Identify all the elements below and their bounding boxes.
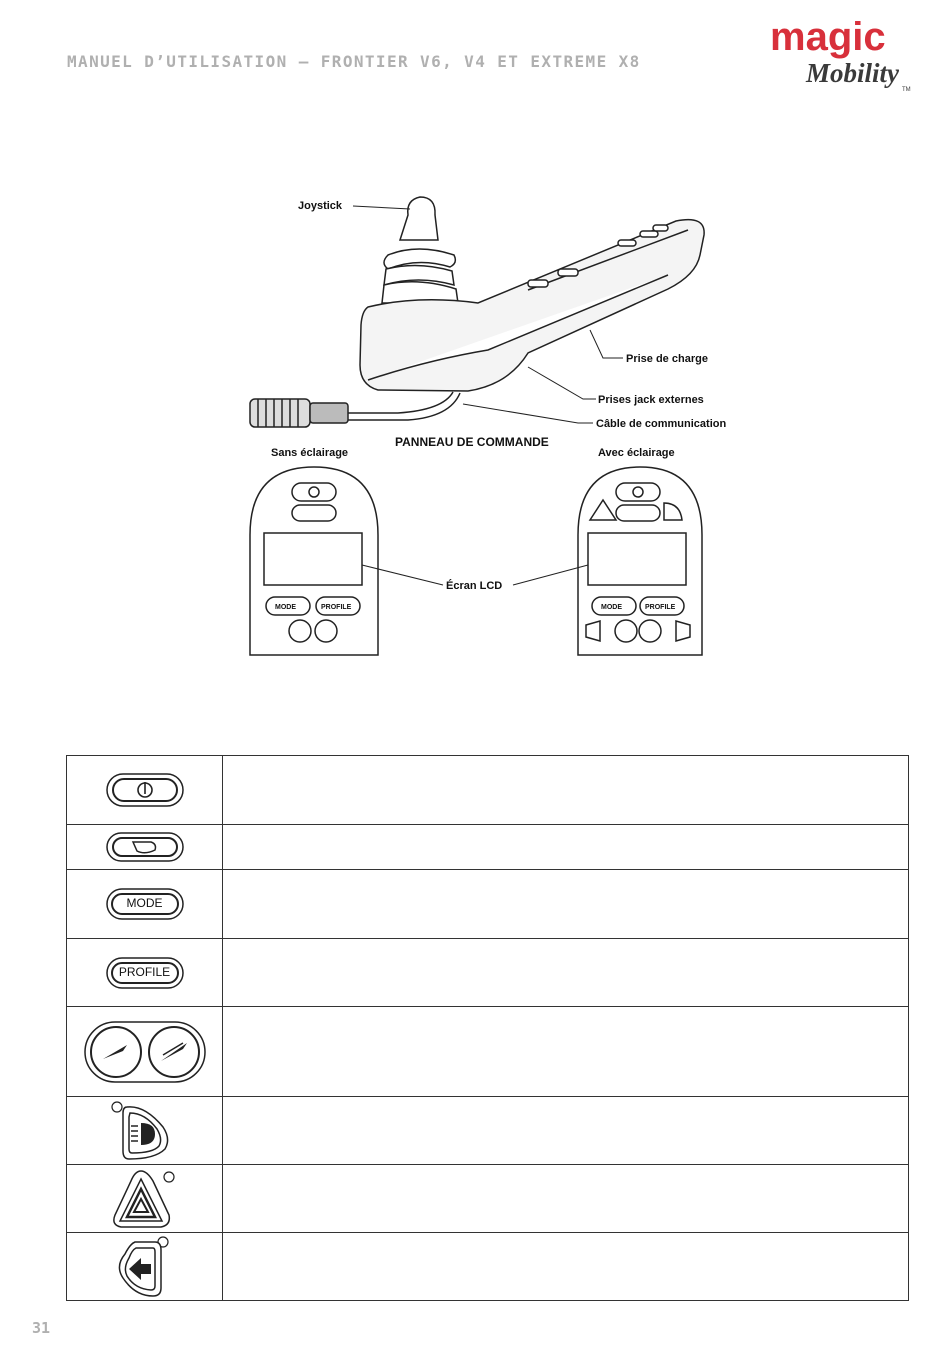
legend-icon-cell xyxy=(67,756,223,825)
logo-sub: Mobility xyxy=(806,58,899,88)
joystick-module-illustration xyxy=(250,197,704,427)
left-panel-mode-label: MODE xyxy=(275,604,296,611)
control-panel-diagram xyxy=(228,185,738,665)
legend-row-horn xyxy=(67,825,909,870)
diagram-title: PANNEAU DE COMMANDE xyxy=(395,435,549,449)
legend-row-hazard xyxy=(67,1165,909,1233)
label-lcd-screen: Écran LCD xyxy=(446,580,503,592)
legend-row-lights xyxy=(67,1097,909,1165)
lcd-leader-right xyxy=(513,565,588,585)
panel-with-lighting xyxy=(578,467,702,655)
legend-row-speed xyxy=(67,1007,909,1097)
legend-icon-cell xyxy=(67,1007,223,1097)
legend-icon-cell xyxy=(67,1165,223,1233)
legend-description-cell xyxy=(223,825,909,870)
legend-row-power xyxy=(67,756,909,825)
legend-icon-cell xyxy=(67,870,223,939)
right-panel-mode-label: MODE xyxy=(601,604,622,611)
label-with-lighting: Avec éclairage xyxy=(598,447,675,459)
panel-without-lighting xyxy=(250,467,378,655)
label-communication-cable: Câble de communication xyxy=(596,418,727,430)
horn-button-icon xyxy=(105,830,185,864)
magic-mobility-logo xyxy=(768,8,918,94)
legend-description-cell xyxy=(223,1007,909,1097)
lights-button-icon xyxy=(105,1099,185,1163)
label-joystick: Joystick xyxy=(298,200,343,212)
button-legend-table xyxy=(66,755,909,1301)
legend-row-left-indicator xyxy=(67,1233,909,1301)
right-panel-profile-label: PROFILE xyxy=(645,604,676,611)
legend-description-cell xyxy=(223,1233,909,1301)
hazard-button-icon xyxy=(105,1167,185,1231)
legend-description-cell xyxy=(223,1097,909,1165)
logo-brand: magic xyxy=(770,15,886,59)
left-indicator-button-icon xyxy=(105,1234,185,1300)
legend-description-cell xyxy=(223,756,909,825)
power-button-icon xyxy=(105,770,185,810)
left-panel-profile-label: PROFILE xyxy=(321,604,352,611)
legend-description-cell xyxy=(223,1165,909,1233)
mode-button-label: MODE xyxy=(126,896,163,910)
legend-icon-cell xyxy=(67,825,223,870)
speed-buttons-icon xyxy=(83,1017,207,1087)
legend-icon-cell xyxy=(67,1233,223,1301)
profile-button-label: PROFILE xyxy=(118,964,171,979)
logo-tm: TM xyxy=(902,87,911,93)
legend-description-cell xyxy=(223,870,909,939)
page-number: 31 xyxy=(32,1319,51,1337)
page-header-title: MANUEL D’UTILISATION – FRONTIER V6, V4 ET EXTREME X8 xyxy=(67,52,641,71)
label-without-lighting: Sans éclairage xyxy=(271,447,349,459)
legend-icon-cell xyxy=(67,939,223,1007)
legend-row-mode xyxy=(67,870,909,939)
label-charge-socket: Prise de charge xyxy=(626,353,708,365)
legend-description-cell xyxy=(223,939,909,1007)
legend-row-profile xyxy=(67,939,909,1007)
label-external-jacks: Prises jack externes xyxy=(598,394,704,406)
legend-icon-cell xyxy=(67,1097,223,1165)
